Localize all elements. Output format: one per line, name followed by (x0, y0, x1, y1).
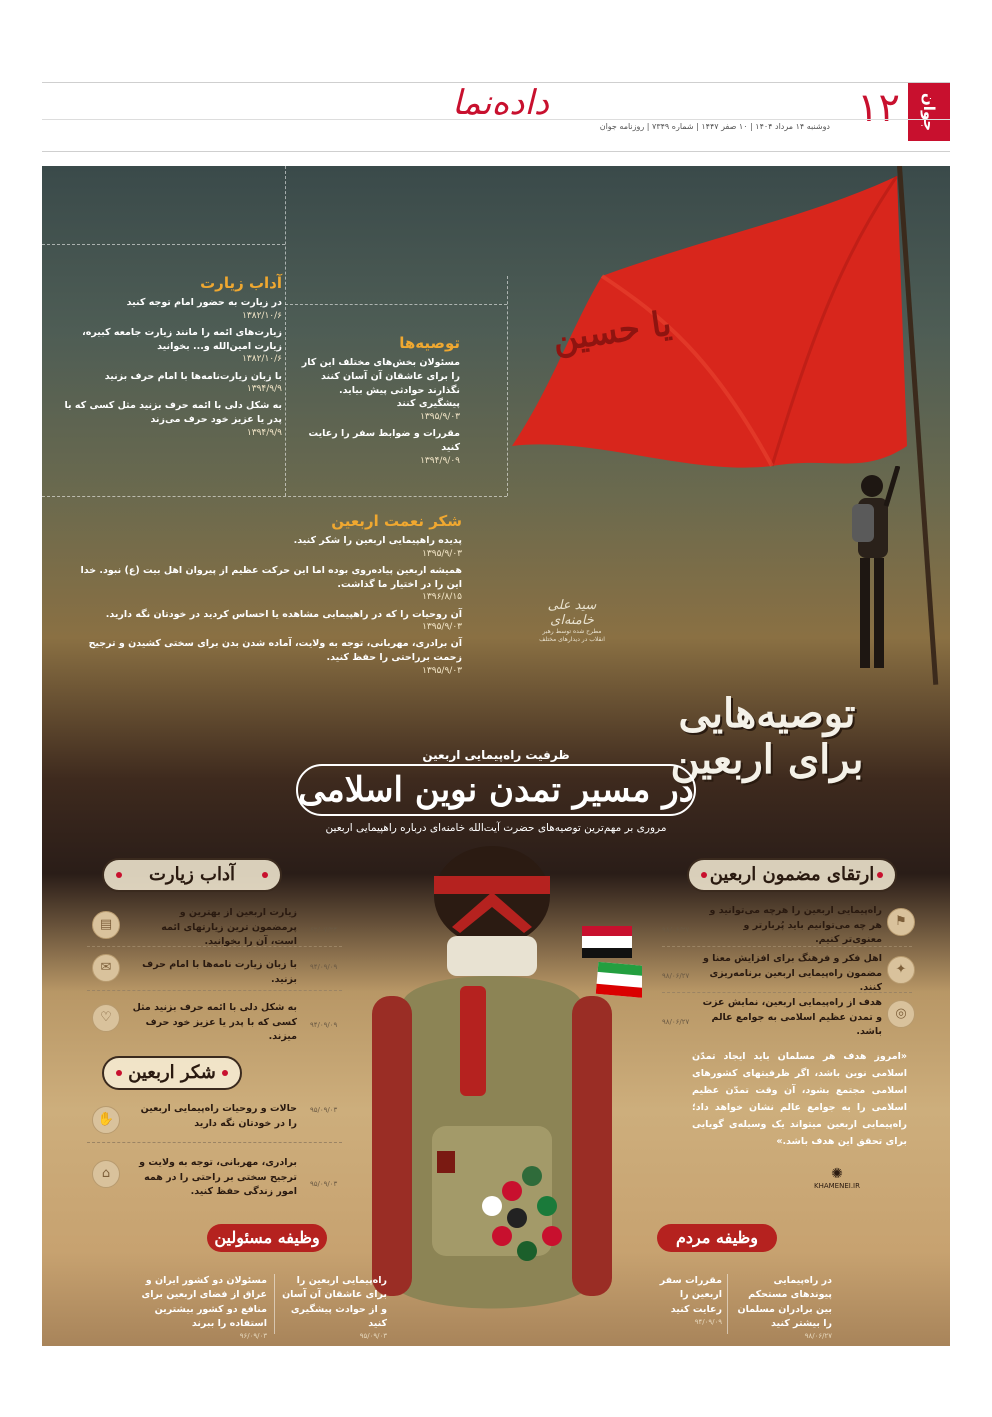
item-date: ۹۸/۰۶/۲۷ (662, 926, 690, 934)
separator (87, 946, 342, 947)
separator (87, 990, 342, 991)
masthead (42, 82, 950, 152)
hand-icon: ✋ (92, 1106, 120, 1134)
divider (507, 276, 508, 496)
shokr2-item: برادری، مهربانی، توجه به ولایت و ترجیح سختی بر راحتی را در همه امور زندگی حفظ کنید. (139, 1157, 297, 1198)
item-date: ۹۸/۰۶/۲۷ (662, 1018, 690, 1026)
book-icon: ▤ (92, 911, 120, 939)
masoolin-col: راه‌پیمایی اربعین را برای عاشقان آن آسان و از حوادث پیشگیری کنید ۹۵/۰۹/۰۳ (282, 1275, 387, 1340)
vazife-masoolin-heading: وظیفه مسئولین (207, 1224, 327, 1252)
vazife-mardom-heading: وظیفه مردم (657, 1224, 777, 1252)
shokr2-heading: شکر اربعین (102, 1056, 242, 1090)
adab2-item: به شکل دلی با ائمه حرف بزنید مثل کسی که با پدر یا عزیز خود حرف میزند. (132, 1002, 297, 1043)
bullet-icon (877, 872, 883, 878)
newspaper-logo: جوان (908, 83, 950, 141)
masoolin-col: مسئولان دو کشور ایران و عراق از فضای اربعین برای منافع دو کشور بیشترین استفاده را ببرند ۹۶/۰۹/۰۳ (141, 1275, 267, 1340)
leader-signature: سید علی خامنه‌ای مطرح شده توسط رهبر انقلاب در دیدارهای مختلف (539, 598, 605, 643)
item-date: ۹۴/۰۹/۰۹ (310, 963, 338, 971)
pilgrim-silhouette (840, 466, 900, 686)
adab2-item: با زبان زیارت نامه‌ها با امام حرف بزنید. (142, 959, 297, 985)
divider (42, 496, 507, 497)
lightbulb-icon: ✦ (887, 956, 915, 984)
irtiqa-item: هدف از راه‌پیمایی اربعین، نمایش عزت و تمدن عظیم اسلامی به جوامع عالم باشد. (702, 997, 882, 1038)
irtiqa-heading: ارتقای مضمون اربعین (687, 858, 897, 892)
bullet-icon (116, 872, 122, 878)
bullet-icon (222, 1070, 228, 1076)
section-title: داده‌نما (452, 83, 550, 123)
info-description: مروری بر مهم‌ترین توصیه‌های حضرت آیت‌الله خامنه‌ای درباره راهپیمایی اربعین (325, 822, 667, 834)
item-date: ۶۲/۰۷/۲۴ (310, 926, 338, 934)
info-kicker: ظرفیت راه‌پیمایی اربعین (422, 748, 570, 762)
item-date: ۹۵/۰۹/۰۳ (310, 1180, 338, 1188)
chat-icon: ✉ (92, 954, 120, 982)
mardom-col: در راه‌پیمایی پیوندهای مستحکم بین برادران مسلمان را بیشتر کنید ۹۸/۰۶/۲۷ (737, 1275, 832, 1340)
item-date: ۹۸/۰۶/۲۷ (662, 972, 690, 980)
divider (285, 166, 286, 496)
adab2-heading: آداب زیارت (102, 858, 282, 892)
info-title: در مسیر تمدن نوین اسلامی (296, 764, 696, 816)
page-number: ۱۲ (857, 85, 900, 131)
infographic-poster (42, 166, 950, 1346)
heart-icon: ♡ (92, 1004, 120, 1032)
bullet-icon (262, 872, 268, 878)
adab2-item: زیارت اربعین از بهترین و پرمضمون ترین زیارتهای ائمه است، آن را بخوانید. (161, 907, 297, 948)
item-date: ۹۵/۰۹/۰۳ (310, 1106, 338, 1114)
bullet-icon (116, 1070, 122, 1076)
issue-info: دوشنبه ۱۴ مرداد ۱۴۰۴ | ۱۰ صفر ۱۴۴۷ | شماره ۷۳۴۹ | روزنامه جوان (42, 119, 950, 133)
item-date: ۹۴/۰۹/۰۹ (310, 1021, 338, 1029)
tosieh-block: توصیه‌ها مسئولان بخش‌های مختلف این کار را برای عاشقان آن آسان کنند نگذارند حوادثی پیش بیاید. پیشگیری کنند ۱۳۹۵/۹/۰۳ مقررات و ضوابط سفر را رعایت کنید ۱۳۹۴/۹/۰۹ (301, 334, 460, 466)
separator (662, 992, 912, 993)
flag-text: یا حسین (550, 303, 674, 360)
bullet-icon (701, 872, 707, 878)
pilgrim-backpack-illustration (342, 846, 642, 1346)
divider (274, 1274, 275, 1334)
separator (87, 1142, 342, 1143)
globe-icon: ◎ (887, 1000, 915, 1028)
flag-icon: ⚑ (887, 908, 915, 936)
irtiqa-item: راه‌پیمایی اربعین را هرچه می‌توانید و هر چه می‌توانیم باید پُربارتر و معنوی‌تر کنیم. (709, 905, 882, 946)
lock-icon: ⌂ (92, 1160, 120, 1188)
mardom-col: مقررات سفر اربعین را رعایت کنید ۹۴/۰۹/۰۹ (659, 1275, 722, 1326)
shokr-block: شکر نعمت اربعین پدیده راهپیمایی اربعین را شکر کنید. ۱۳۹۵/۹/۰۳ همیشه اربعین پیاده‌روی بوده اما این حرکت عظیم از پیروان اهل بیت (ع) نبود. خدا این را در اختیار ما گذاشت. ۱۳۹۶/۸/۱۵ آن روحیات را که در راهپیمایی مشاهده یا احساس کردید در خودتان نگه دارید. ۱۳۹۵/۹/۰۳ آن برادری، مهربانی، توجه به ولایت، آماده شدن بدن برای سختی کشیدن و ترجیح زحمت برراحتی را حفظ کنید. ۱۳۹۵/۹/۰۳ (80, 512, 462, 677)
divider (42, 244, 285, 245)
shokr2-item: حالات و روحیات راه‌پیمایی اربعین را در خودتان نگه دارید (140, 1103, 297, 1129)
red-flag-illustration (512, 176, 912, 476)
hero-title: توصیه‌هایی برای اربعین (670, 690, 864, 783)
divider (285, 304, 507, 305)
irtiqa-item: اهل فکر و فرهنگ برای افزایش معنا و مضمون راه‌پیمایی اربعین برنامه‌ریزی کنند. (702, 953, 882, 994)
leader-quote: «امروز هدف هر مسلمان باید ایجاد تمدّن اسلامی نوین باشد، اگر ظرفیتهای کشورهای اسلامی مجتمع بشود، آن وقت تمدّن عظیم اسلامی را به جوامع عالم نشان خواهد داد؛ راه‌پیمایی اربعین میتواند یک وسیله‌ی گویایی برای تحقق این هدف باشد.» (692, 1051, 907, 1148)
adab-block: آداب زیارت در زیارت به حضور امام توجه کنید ۱۳۸۲/۱۰/۶ زیارت‌های ائمه را مانند زیارت جامعه کبیره، زیارت امین‌الله و... بخوانید ۱۳۸۲/۱۰/۶ با زبان زیارت‌نامه‌ها با امام حرف بزنید ۱۳۹۴/۹/۹ به شکل دلی با ائمه حرف بزنید مثل کسی که با پدر یا عزیز خود حرف می‌زند ۱۳۹۴/۹/۹ (64, 274, 282, 439)
divider (727, 1274, 728, 1334)
khamenei-logo: ✺ KHAMENEI.IR (814, 1166, 860, 1190)
separator (662, 946, 912, 947)
